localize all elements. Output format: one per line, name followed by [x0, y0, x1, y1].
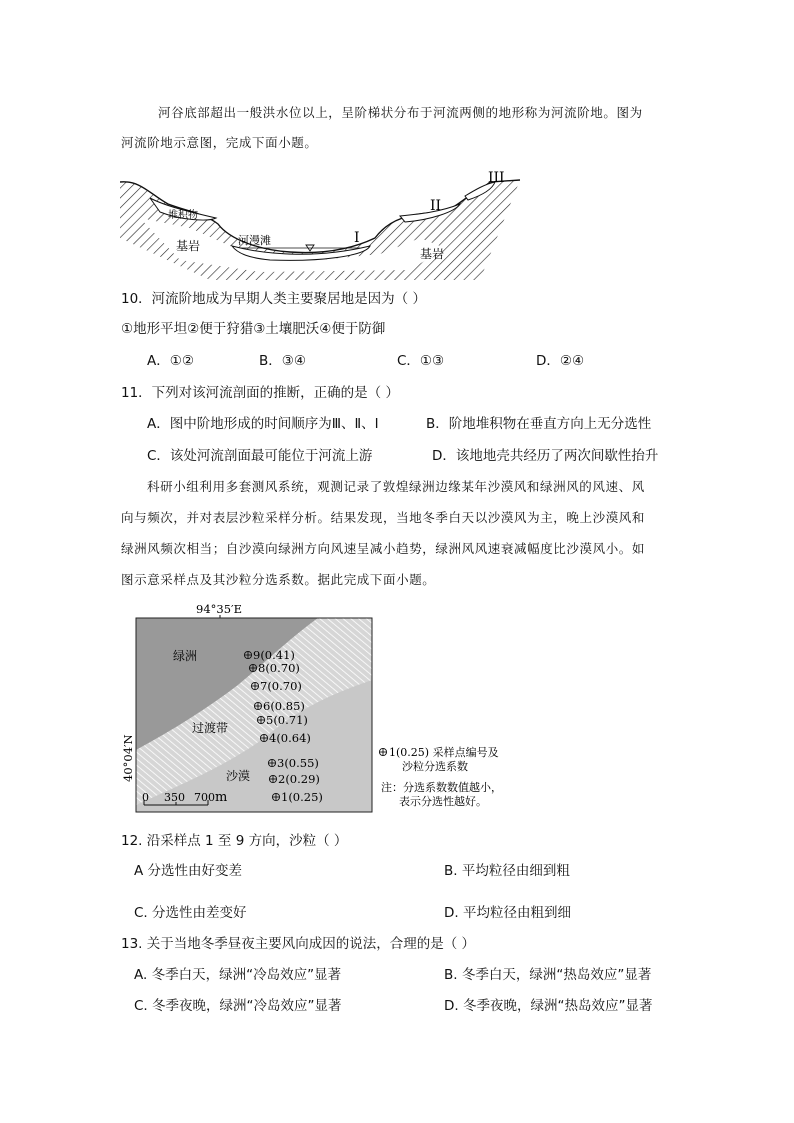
q13-option-c[interactable]: C. 冬季夜晚，绿洲“冷岛效应”显著: [134, 998, 342, 1014]
sample-point-label: 8(0.70): [258, 661, 300, 675]
q12-option-b[interactable]: B. 平均粒径由细到粗: [444, 863, 570, 879]
q10-stem: 10．河流阶地成为早期人类主要聚居地是因为（ ）: [121, 291, 426, 307]
legend-symbol: [379, 748, 386, 755]
q13-option-a[interactable]: A. 冬季白天，绿洲“冷岛效应”显著: [134, 967, 342, 983]
sample-point-label: 1(0.25): [281, 790, 323, 804]
terrace-III-label: III: [488, 170, 505, 186]
q12-option-a[interactable]: A 分选性由好变差: [134, 863, 243, 879]
q13-stem: 13. 关于当地冬季昼夜主要风向成因的说法，合理的是（ ）: [121, 936, 476, 952]
sample-point-label: 9(0.41): [253, 648, 295, 662]
legend-sample-label: 1(0.25) 采样点编号及: [389, 746, 499, 759]
river-terrace-diagram: [120, 168, 530, 280]
intro1-line2: 河流阶地示意图，完成下面小题。: [121, 135, 318, 150]
q10-option-c[interactable]: C．①③: [397, 353, 445, 369]
sample-point-label: 6(0.85): [263, 699, 305, 713]
q12-stem: 12. 沿采样点 1 至 9 方向，沙粒（ ）: [121, 833, 348, 849]
sample-point-label: 4(0.64): [269, 731, 311, 745]
q10-option-a[interactable]: A．①②: [147, 353, 194, 369]
intro2-line3: 绿洲风频次相当；自沙漠向绿洲方向风速呈减小趋势，绿洲风风速衰减幅度比沙漠风小。如: [121, 541, 646, 556]
q13-option-b[interactable]: B. 冬季白天，绿洲“热岛效应”显著: [444, 967, 652, 983]
transition-label: 过渡带: [192, 721, 229, 735]
q12-option-d[interactable]: D. 平均粒径由粗到细: [444, 905, 571, 921]
q11-stem: 11．下列对该河流剖面的推断，正确的是（ ）: [121, 385, 399, 401]
q11-option-d[interactable]: D．该地地壳共经历了两次间歇性抬升: [432, 448, 659, 464]
sampling-map: [118, 600, 518, 815]
sample-point-label: 7(0.70): [260, 679, 302, 693]
deposit-label: 堆积物: [168, 210, 198, 221]
scale-unit: m: [215, 790, 228, 805]
intro2-line4: 图示意采样点及其沙粒分选系数。据此完成下面小题。: [121, 572, 436, 587]
intro2-line1: 科研小组利用多套测风系统，观测记录了敦煌绿洲边缘某年沙漠风和绿洲风的风速、风: [147, 479, 645, 494]
scale-0: 0: [142, 791, 149, 804]
sample-point-label: 2(0.29): [278, 772, 320, 786]
oasis-label: 绿洲: [173, 649, 198, 663]
q12-option-c[interactable]: C. 分选性由差变好: [134, 905, 247, 921]
scale-700: 700: [194, 791, 215, 804]
intro2-line2: 向与频次，并对表层沙粒采样分析。结果发现，当地冬季白天以沙漠风为主，晚上沙漠风和: [121, 510, 646, 525]
q11-option-b[interactable]: B．阶地堆积物在垂直方向上无分选性: [426, 416, 652, 432]
q11-option-a[interactable]: A．图中阶地形成的时间顺序为Ⅲ、Ⅱ、Ⅰ: [147, 416, 379, 432]
longitude-label: 94°35′E: [196, 602, 243, 616]
floodplain-label: 河漫滩: [238, 234, 271, 247]
sample-point-label: 3(0.55): [277, 756, 319, 770]
latitude-label: 40°04′N: [121, 734, 135, 782]
legend-sample-label-2: 沙粒分选系数: [402, 760, 468, 773]
q10-items: ①地形平坦②便于狩猎③土壤肥沃④便于防御: [121, 321, 386, 337]
q11-option-c[interactable]: C．该处河流剖面最可能位于河流上游: [147, 448, 373, 464]
terrace-II-label: II: [430, 198, 442, 214]
bedrock-left-label: 基岩: [176, 239, 201, 253]
sample-point-label: 5(0.71): [266, 713, 308, 727]
note-line-2: 表示分选性越好。: [399, 795, 487, 808]
terrace-I-label: I: [354, 230, 360, 246]
q10-option-d[interactable]: D．②④: [536, 353, 585, 369]
intro1-line1: 河谷底部超出一般洪水位以上，呈阶梯状分布于河流两侧的地形称为河流阶地。图为: [158, 105, 643, 120]
scale-350: 350: [164, 791, 185, 804]
desert-label: 沙漠: [226, 769, 251, 783]
q13-option-d[interactable]: D. 冬季夜晚，绿洲“热岛效应”显著: [444, 998, 653, 1014]
note-line-1: 注：分选系数数值越小，: [381, 781, 502, 794]
q10-option-b[interactable]: B．③④: [259, 353, 306, 369]
bedrock-right-label: 基岩: [420, 247, 445, 261]
